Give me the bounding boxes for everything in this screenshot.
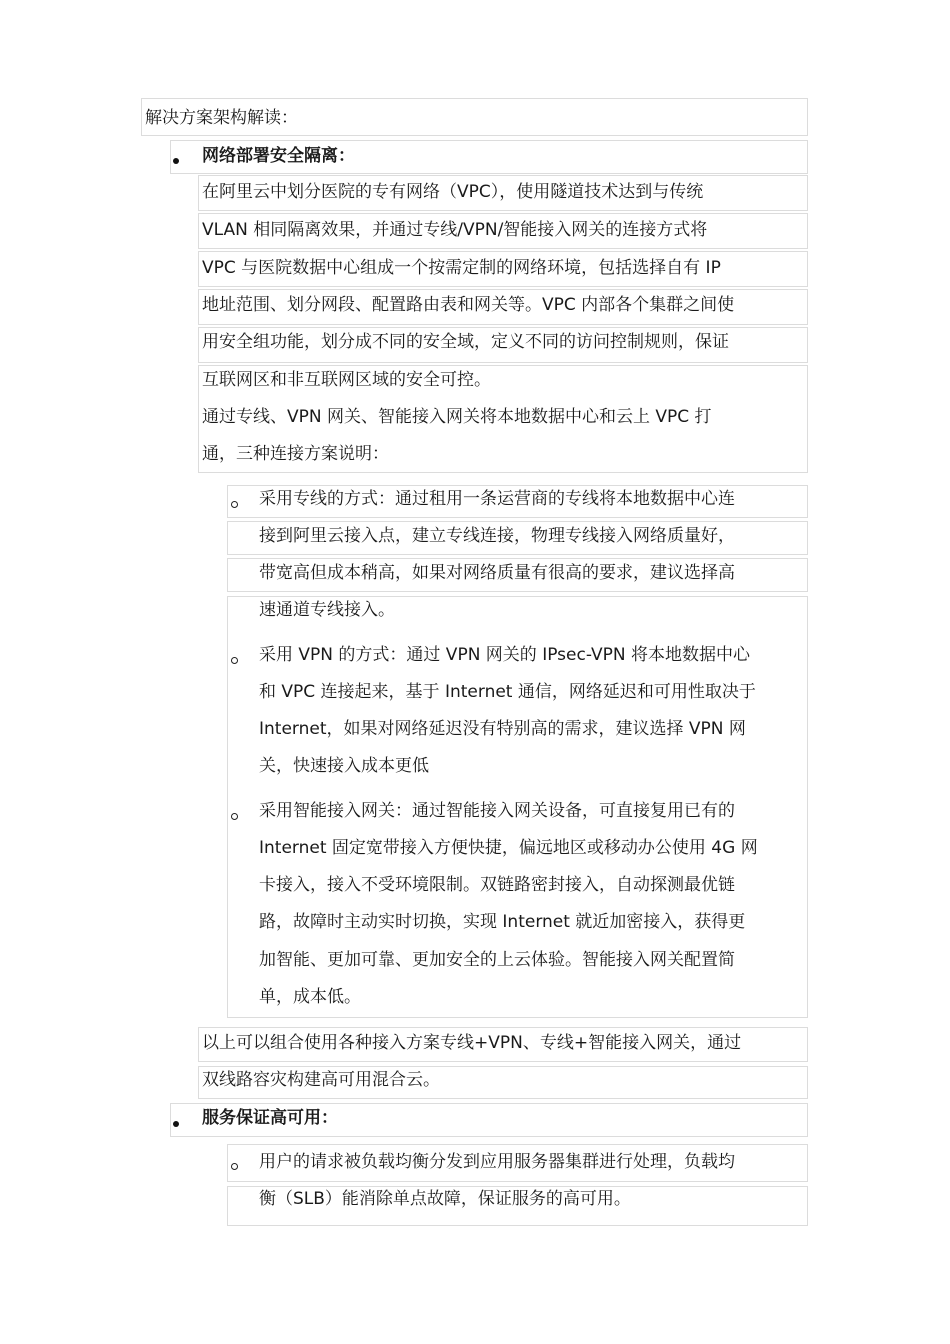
bullet-icon xyxy=(173,1121,179,1127)
summary-line: 双线路容灾构建高可用混合云。 xyxy=(202,1070,440,1090)
option3-line: 单，成本低。 xyxy=(259,987,361,1007)
circle-bullet-icon xyxy=(231,657,238,664)
option3-line: 路，故障时主动实时切换，实现 Internet 就近加密接入，获得更 xyxy=(259,912,746,932)
para1-line: VLAN 相同隔离效果，并通过专线/VPN/智能接入网关的连接方式将 xyxy=(202,220,708,240)
summary-line: 以上可以组合使用各种接入方案专线+VPN、专线+智能接入网关，通过 xyxy=(202,1033,742,1053)
para1-line: 在阿里云中划分医院的专有网络（VPC），使用隧道技术达到与传统 xyxy=(202,182,704,202)
circle-bullet-icon xyxy=(231,1163,238,1170)
section1-title: 网络部署安全隔离： xyxy=(202,146,355,166)
option2-line: 采用 VPN 的方式：通过 VPN 网关的 IPsec-VPN 将本地数据中心 xyxy=(259,645,750,665)
bullet-icon xyxy=(173,158,179,164)
para1-line: 用安全组功能，划分成不同的安全域，定义不同的访问控制规则，保证 xyxy=(202,332,729,352)
para2-line: 通，三种连接方案说明： xyxy=(202,444,389,464)
option1-line: 采用专线的方式：通过租用一条运营商的专线将本地数据中心连 xyxy=(259,489,735,509)
option3-line: Internet 固定宽带接入方便快捷，偏远地区或移动办公使用 4G 网 xyxy=(259,838,758,858)
para2-line: 通过专线、VPN 网关、智能接入网关将本地数据中心和云上 VPC 打 xyxy=(202,407,712,427)
option3-line: 卡接入，接入不受环境限制。双链路密封接入，自动探测最优链 xyxy=(259,875,735,895)
para1-line: VPC 与医院数据中心组成一个按需定制的网络环境，包括选择自有 IP xyxy=(202,258,721,278)
option2-line: Internet，如果对网络延迟没有特别高的需求，建议选择 VPN 网 xyxy=(259,719,746,739)
para1-line: 互联网区和非互联网区域的安全可控。 xyxy=(202,370,491,390)
option2-line: 关，快速接入成本更低 xyxy=(259,756,429,776)
section2-option-line: 衡（SLB）能消除单点故障，保证服务的高可用。 xyxy=(259,1189,631,1209)
option3-line: 加智能、更加可靠、更加安全的上云体验。智能接入网关配置简 xyxy=(259,950,735,970)
option1-line: 速通道专线接入。 xyxy=(259,600,395,620)
section2-title: 服务保证高可用： xyxy=(202,1108,338,1128)
section2-option-line: 用户的请求被负载均衡分发到应用服务器集群进行处理，负载均 xyxy=(259,1152,735,1172)
option2-line: 和 VPC 连接起来，基于 Internet 通信，网络延迟和可用性取决于 xyxy=(259,682,756,702)
circle-bullet-icon xyxy=(231,501,238,508)
option1-line: 带宽高但成本稍高，如果对网络质量有很高的要求，建议选择高 xyxy=(259,563,735,583)
page-heading: 解决方案架构解读： xyxy=(145,108,298,128)
option1-line: 接到阿里云接入点，建立专线连接，物理专线接入网络质量好， xyxy=(259,526,735,546)
option3-line: 采用智能接入网关：通过智能接入网关设备，可直接复用已有的 xyxy=(259,801,735,821)
circle-bullet-icon xyxy=(231,813,238,820)
para1-line: 地址范围、划分网段、配置路由表和网关等。VPC 内部各个集群之间使 xyxy=(202,295,735,315)
